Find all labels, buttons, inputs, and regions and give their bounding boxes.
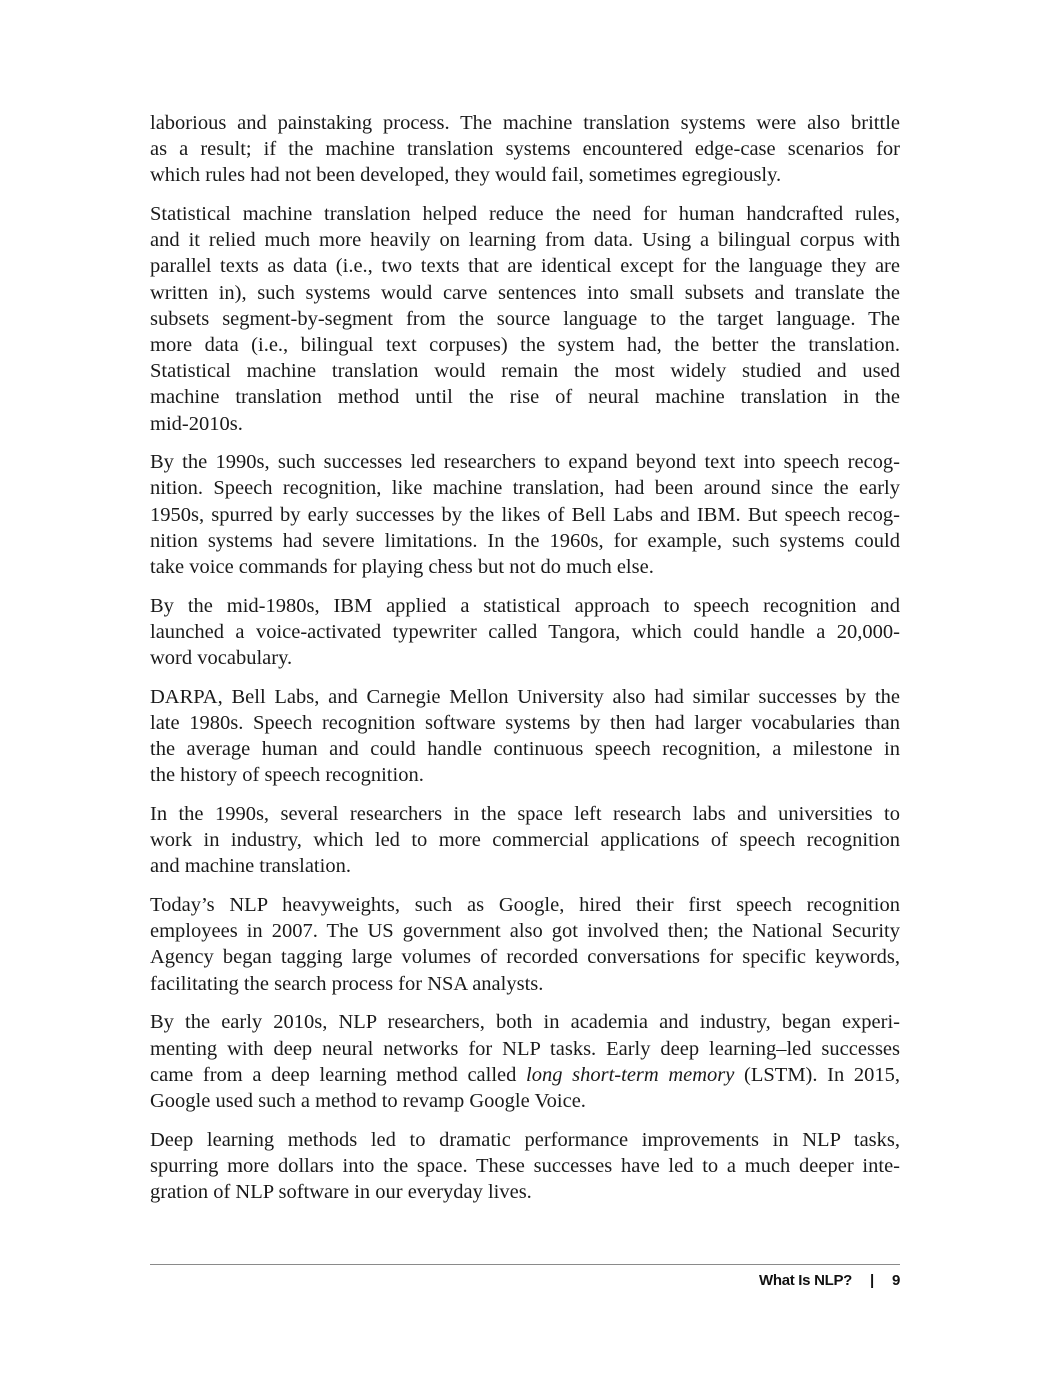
text-line: take voice commands for playing chess but not do much else. [150, 556, 654, 578]
text-line: as a result; if the machine translation systems encountered edge-case scenarios for [150, 138, 900, 161]
text-line: the average human and could handle continuous speech recognition, a milestone in [150, 738, 900, 761]
text-line: Deep learning methods led to dramatic performance improvements in NLP tasks, [150, 1128, 900, 1151]
paragraph-statistical-mt [150, 201, 900, 437]
text-line: word vocabulary. [150, 647, 293, 670]
paragraph-google-nsa [150, 892, 900, 997]
text-line: Agency began tagging large volumes of recorded conversations for specific keywords, [150, 946, 900, 969]
text-line: 1950s, spurred by early successes by the likes of Bell Labs and IBM. But speech recog- [150, 503, 900, 526]
text-line: menting with deep neural networks for NLP tasks. Early deep learning–led successes [150, 1037, 900, 1060]
text-line: spurring more dollars into the space. These successes have led to a much deeper inte- [150, 1154, 900, 1177]
text-line: Statistical machine translation helped reduce the need for human handcrafted rules, [150, 203, 900, 226]
paragraph-rule-based-brittleness [150, 110, 900, 189]
page-body [150, 110, 900, 1218]
text-line: gration of NLP software in our everyday lives. [150, 1180, 532, 1203]
text-line: launched a voice-activated typewriter called Tangora, which could handle a 20,000- [150, 620, 900, 643]
running-section-title: What Is NLP? [758, 1272, 853, 1289]
text-line: parallel texts as data (i.e., two texts that are identical except for the language they are [150, 255, 900, 278]
paragraph-speech-recognition-1990s [150, 449, 900, 580]
text-line: nition systems had severe limitations. In the 1960s, for example, such systems could [150, 529, 900, 552]
text-line: By the mid-1980s, IBM applied a statistical approach to speech recognition and [150, 594, 900, 617]
text-line: late 1980s. Speech recognition software systems by then had larger vocabularies than [150, 711, 900, 734]
text-line: subsets segment-by-segment from the source language to the target language. The [150, 307, 900, 330]
text-line: In the 1990s, several researchers in the space left research labs and universities to [150, 803, 900, 825]
footer-divider [150, 1264, 900, 1265]
text-line: laborious and painstaking process. The machine translation systems were also brittle [150, 112, 900, 134]
emphasized-term-lstm: long short-term memory [526, 1063, 735, 1086]
text-line: Google used such a method to revamp Google Voice. [150, 1089, 586, 1112]
text-line: written in), such systems would carve sentences into small subsets and translate the [150, 281, 900, 304]
text-line: nition. Speech recognition, like machine translation, had been around since the early [150, 477, 900, 500]
text-line-with-emphasis [150, 1062, 900, 1088]
paragraph-industry-move [150, 801, 900, 880]
text-line: and machine translation. [150, 855, 351, 878]
text-segment: came from a deep learning method called [150, 1063, 527, 1086]
text-line: Today’s NLP heavyweights, such as Google, hired their first speech recognition [150, 894, 900, 917]
footer-separator: | [870, 1272, 874, 1289]
paragraph-deep-learning-2010s [150, 1009, 900, 1114]
text-line: By the 1990s, such successes led researchers to expand beyond text into speech recog- [150, 451, 900, 474]
text-segment: (LSTM). In 2015, [734, 1063, 900, 1086]
page-number: 9 [891, 1272, 900, 1289]
text-line: DARPA, Bell Labs, and Carnegie Mellon University also had similar successes by the [150, 685, 900, 708]
text-line: machine translation method until the rise of neural machine translation in the [150, 386, 900, 409]
page-footer [150, 1272, 900, 1289]
paragraph-darpa-bell-cmu [150, 684, 900, 789]
text-line: and it relied much more heavily on learning from data. Using a bilingual corpus with [150, 229, 900, 252]
text-line: employees in 2007. The US government also got involved then; the National Security [150, 920, 900, 943]
text-line: Statistical machine translation would remain the most widely studied and used [150, 360, 900, 383]
text-line: By the early 2010s, NLP researchers, both in academia and industry, began experi- [150, 1011, 900, 1034]
text-line: mid-2010s. [150, 412, 243, 435]
text-line: facilitating the search process for NSA analysts. [150, 972, 544, 995]
paragraph-deep-learning-impact [150, 1127, 900, 1206]
text-line: the history of speech recognition. [150, 764, 424, 787]
text-line: work in industry, which led to more commercial applications of speech recognition [150, 829, 900, 852]
paragraph-ibm-tangora [150, 593, 900, 672]
text-line: which rules had not been developed, they would fail, sometimes egregiously. [150, 164, 782, 187]
text-line: more data (i.e., bilingual text corpuses) the system had, the better the translation. [150, 334, 900, 356]
